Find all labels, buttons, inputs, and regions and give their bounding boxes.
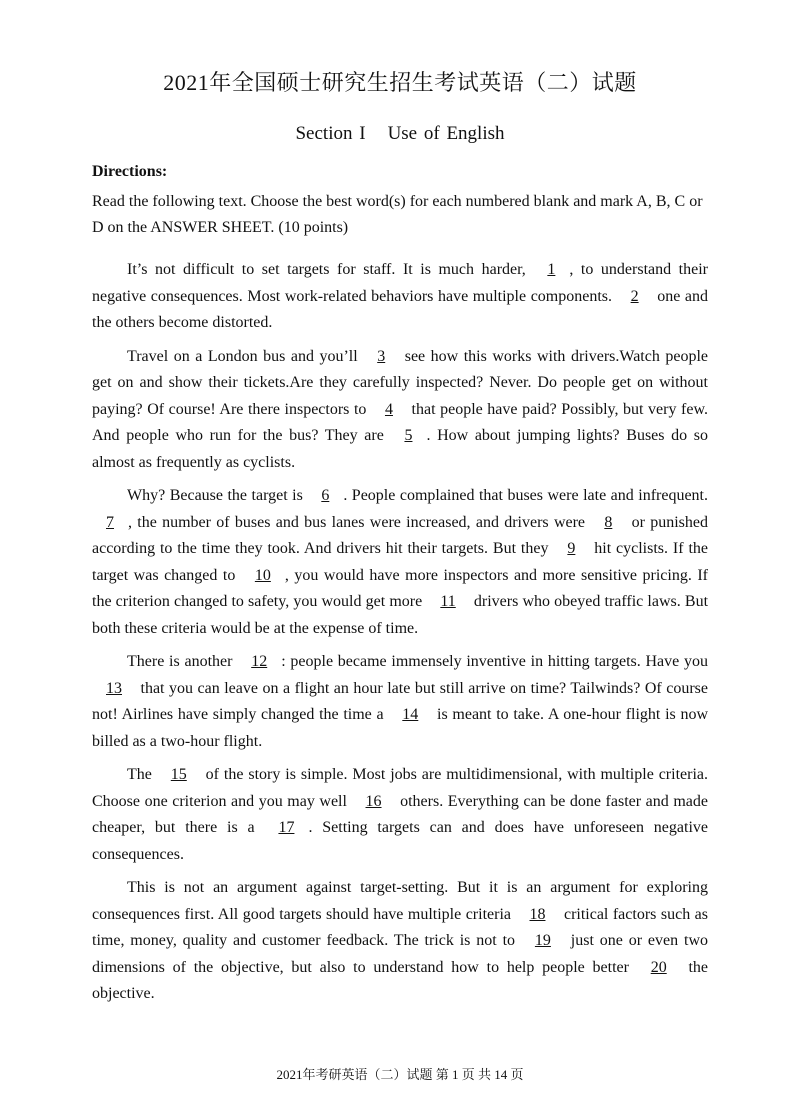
cloze-blank-19: 19 [534,932,551,949]
passage-paragraph: It’s not difficult to set targets for staff. It is much harder, 1 , to understand their negative consequences. Most work-related behaviors have multiple components. 2 one and the others become distorted. [92,257,708,337]
cloze-blank-2: 2 [630,287,639,305]
passage-paragraph: Travel on a London bus and you’ll 3 see how this works with drivers.Watch people get on and show their tickets.Are they carefully inspected? Never. Do people get on without paying? Of course! Are there inspectors to 4 that people have paid? Possibly, but very few. And people who run for the bus? They are 5 . How about jumping lights? Buses do so almost as frequently as cyclists. [92,344,708,477]
cloze-blank-1: 1 [547,261,556,278]
passage-paragraph: There is another 12 : people became immensely inventive in hitting targets. Have you 13 that you can leave on a flight an hour late but still arrive on time? Tailwinds? Of course not! Airlines have simply changed the time a 14 is meant to take. A one-hour flight is now billed as a two-hour flight. [92,649,708,755]
cloze-blank-13: 13 [106,679,122,697]
passage-paragraph: Why? Because the target is 6 . People complained that buses were late and infrequent. 7 , the number of buses and bus lanes were increased, and drivers were 8 or punished according to the time they took. And drivers hit their targets. But they 9 hit cyclists. If the target was changed to 10 , you would have more inspectors and more sensitive pricing. If the criterion changed to safety, you would get more 11 drivers who obeyed traffic laws. But both these criteria would be at the expense of time. [92,483,708,642]
section-name: Use of English [387,123,505,144]
page-footer: 2021年考研英语（二）试题 第 1 页 共 14 页 [276,1067,524,1082]
cloze-blank-18: 18 [529,905,546,923]
section-number: Section I [295,123,366,144]
cloze-blank-3: 3 [377,347,386,365]
cloze-blank-8: 8 [604,513,613,531]
directions-label: Directions: [92,163,168,180]
directions-text: Read the following text. Choose the best word(s) for each numbered blank and mark A, B, C or D on the ANSWER SHEET. (10 points) [92,193,703,236]
cloze-blank-16: 16 [365,792,382,810]
passage-paragraph: This is not an argument against target-setting. But it is an argument for exploring consequences first. All good targets should have multiple criteria 18 critical factors such as time, money, quality and customer feedback. The trick is not to 19 just one or even two dimensions of the objective, but also to understand how to help people better 20 the objective. [92,879,709,1002]
cloze-passage [92,257,708,1008]
cloze-blank-15: 15 [170,766,187,783]
section-heading [92,123,708,145]
cloze-blank-14: 14 [402,706,419,723]
cloze-blank-20: 20 [650,958,667,976]
cloze-blank-11: 11 [440,593,456,610]
cloze-blank-12: 12 [251,653,268,670]
cloze-blank-17: 17 [278,819,295,836]
cloze-blank-5: 5 [404,427,413,444]
cloze-blank-4: 4 [384,400,393,418]
cloze-blank-10: 10 [254,566,271,584]
cloze-blank-9: 9 [567,540,576,557]
cloze-blank-7: 7 [106,513,114,531]
passage-paragraph: The 15 of the story is simple. Most jobs are multidimensional, with multiple criteria. Choose one criterion and you may well 16 others. Everything can be done faster and made cheaper, but there is a 17 . Setting targets can and does have unforeseen negative consequences. [92,762,708,868]
cloze-blank-6: 6 [321,487,330,504]
document-title: 2021年全国硕士研究生招生考试英语（二）试题 [163,70,637,95]
